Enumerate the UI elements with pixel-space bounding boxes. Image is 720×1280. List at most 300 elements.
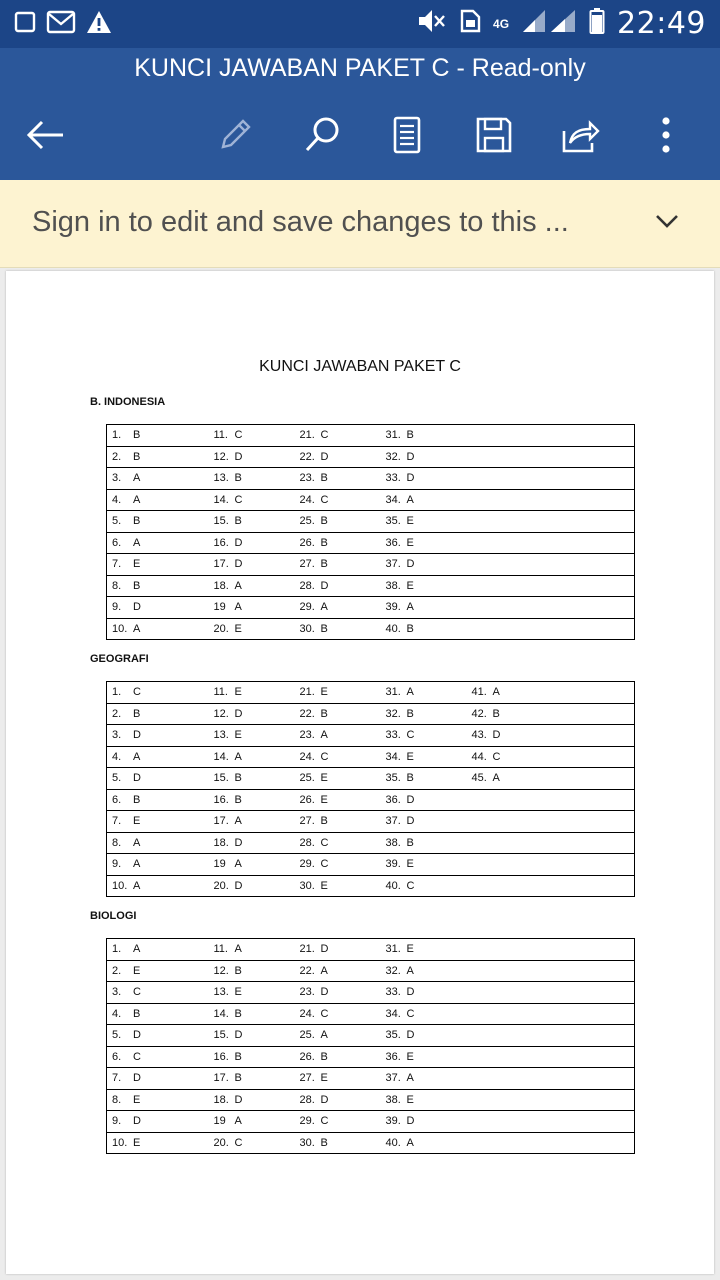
- question-number: 24.: [299, 750, 315, 763]
- answer-letter: D: [234, 558, 243, 571]
- answer-cell: [214, 789, 300, 811]
- answer-cell: [386, 554, 472, 576]
- answer-cell: [214, 1025, 300, 1047]
- answer-letter: A: [133, 836, 141, 849]
- answer-letter: E: [406, 515, 414, 528]
- question-number: 21.: [299, 686, 315, 699]
- table-row: [107, 768, 635, 790]
- answer-cell: [107, 1025, 214, 1047]
- question-number: 21.: [299, 429, 315, 442]
- reading-view-icon[interactable]: [382, 110, 432, 160]
- answer-letter: B: [133, 1007, 141, 1020]
- question-number: 4.: [112, 493, 122, 506]
- answer-letter: E: [133, 1136, 141, 1149]
- answer-letter: D: [320, 986, 329, 999]
- section-label-b-indonesia: B. INDONESIA: [90, 396, 166, 408]
- answer-cell: [214, 725, 300, 747]
- question-number: 19: [213, 1115, 226, 1128]
- table-row: [107, 425, 635, 447]
- answer-cell: [107, 446, 214, 468]
- answer-letter: D: [406, 986, 415, 999]
- answer-cell: [386, 725, 472, 747]
- answer-cell: [214, 960, 300, 982]
- question-number: 1.: [112, 686, 122, 699]
- answer-cell: [214, 1089, 300, 1111]
- answer-letter: A: [133, 858, 141, 871]
- question-number: 8.: [112, 836, 122, 849]
- answer-cell: [107, 832, 214, 854]
- answer-letter: B: [133, 429, 141, 442]
- answer-cell: [107, 982, 214, 1004]
- answer-cell: [107, 618, 214, 640]
- answer-cell: [214, 939, 300, 961]
- question-number: 33.: [385, 729, 401, 742]
- answer-cell: [472, 1111, 635, 1133]
- table-row: [107, 1089, 635, 1111]
- answer-letter: B: [320, 1136, 328, 1149]
- answer-letter: B: [320, 472, 328, 485]
- answer-letter: B: [234, 772, 242, 785]
- answer-cell: [214, 1132, 300, 1154]
- answer-letter: A: [492, 772, 500, 785]
- answer-letter: C: [320, 750, 329, 763]
- answer-letter: C: [406, 729, 415, 742]
- answer-cell: [300, 768, 386, 790]
- answer-cell: [472, 554, 635, 576]
- answer-letter: E: [133, 964, 141, 977]
- table-row: [107, 939, 635, 961]
- answer-cell: [300, 1132, 386, 1154]
- question-number: 35.: [385, 515, 401, 528]
- answer-letter: A: [133, 493, 141, 506]
- question-number: 6.: [112, 536, 122, 549]
- question-number: 43.: [471, 729, 487, 742]
- answer-cell: [107, 1046, 214, 1068]
- question-number: 2.: [112, 707, 122, 720]
- answer-cell: [107, 575, 214, 597]
- table-row: [107, 446, 635, 468]
- question-number: 8.: [112, 579, 122, 592]
- answer-cell: [300, 875, 386, 897]
- answer-cell: [214, 1003, 300, 1025]
- answer-letter: B: [320, 536, 328, 549]
- answer-cell: [214, 832, 300, 854]
- answer-letter: D: [234, 1029, 243, 1042]
- question-number: 31.: [385, 943, 401, 956]
- answer-cell: [107, 1089, 214, 1111]
- answer-letter: E: [406, 750, 414, 763]
- answer-cell: [300, 575, 386, 597]
- table-row: [107, 875, 635, 897]
- answer-cell: [386, 768, 472, 790]
- question-number: 5.: [112, 1029, 122, 1042]
- answer-cell: [107, 725, 214, 747]
- question-number: 27.: [299, 1072, 315, 1085]
- question-number: 41.: [471, 686, 487, 699]
- question-number: 23.: [299, 986, 315, 999]
- answer-cell: [300, 746, 386, 768]
- answer-letter: B: [234, 1007, 242, 1020]
- answer-cell: [214, 768, 300, 790]
- answer-cell: [472, 1089, 635, 1111]
- answer-cell: [214, 489, 300, 511]
- answer-cell: [472, 489, 635, 511]
- answer-letter: C: [234, 429, 243, 442]
- answer-letter: C: [133, 1050, 141, 1063]
- question-number: 30.: [299, 879, 315, 892]
- answer-letter: B: [406, 836, 414, 849]
- question-number: 28.: [299, 836, 315, 849]
- question-number: 23.: [299, 472, 315, 485]
- answer-letter: C: [406, 1007, 415, 1020]
- sign-in-banner[interactable]: [0, 180, 720, 268]
- question-number: 13.: [213, 986, 229, 999]
- question-number: 25.: [299, 772, 315, 785]
- answer-cell: [300, 789, 386, 811]
- question-number: 9.: [112, 601, 122, 614]
- answer-letter: A: [234, 579, 242, 592]
- question-number: 37.: [385, 558, 401, 571]
- answer-letter: B: [133, 793, 141, 806]
- answer-letter: C: [234, 493, 243, 506]
- question-number: 10.: [112, 622, 128, 635]
- answer-cell: [472, 789, 635, 811]
- answer-letter: B: [234, 793, 242, 806]
- answer-cell: [386, 446, 472, 468]
- answer-letter: D: [492, 729, 501, 742]
- back-arrow-icon[interactable]: [21, 110, 71, 160]
- answer-letter: D: [133, 1072, 141, 1085]
- question-number: 11.: [213, 429, 228, 442]
- question-number: 32.: [385, 964, 401, 977]
- answer-letter: E: [406, 1093, 414, 1106]
- question-number: 9.: [112, 1115, 122, 1128]
- answer-letter: B: [234, 1072, 242, 1085]
- answer-letter: B: [133, 579, 141, 592]
- question-number: 17.: [213, 1072, 229, 1085]
- question-number: 29.: [299, 601, 315, 614]
- question-number: 7.: [112, 815, 122, 828]
- more-vert-icon[interactable]: [641, 110, 691, 160]
- answer-letter: A: [406, 601, 414, 614]
- answer-cell: [300, 832, 386, 854]
- answer-cell: [214, 1111, 300, 1133]
- question-number: 24.: [299, 1007, 315, 1020]
- question-number: 6.: [112, 1050, 122, 1063]
- answer-cell: [107, 682, 214, 704]
- answer-cell: [472, 1068, 635, 1090]
- question-number: 21.: [299, 943, 315, 956]
- battery-icon: [589, 7, 605, 40]
- answer-cell: [472, 1003, 635, 1025]
- save-icon[interactable]: [469, 110, 519, 160]
- answer-cell: [214, 532, 300, 554]
- question-number: 3.: [112, 986, 122, 999]
- table-row: [107, 982, 635, 1004]
- answer-letter: D: [406, 815, 415, 828]
- answer-letter: D: [234, 836, 243, 849]
- question-number: 35.: [385, 1029, 401, 1042]
- question-number: 23.: [299, 729, 315, 742]
- answer-letter: C: [406, 879, 415, 892]
- sim-icon: [459, 8, 481, 39]
- answer-cell: [214, 746, 300, 768]
- answer-cell: [300, 682, 386, 704]
- answer-cell: [386, 489, 472, 511]
- answer-cell: [386, 1111, 472, 1133]
- answer-table-b-indonesia: [106, 424, 635, 640]
- answer-letter: C: [492, 750, 501, 763]
- answer-letter: B: [234, 472, 242, 485]
- answer-letter: A: [406, 493, 414, 506]
- pencil-icon[interactable]: [210, 110, 260, 160]
- answer-letter: A: [320, 729, 328, 742]
- answer-cell: [300, 468, 386, 490]
- chevron-down-icon[interactable]: [654, 212, 680, 235]
- question-number: 27.: [299, 558, 315, 571]
- answer-cell: [386, 960, 472, 982]
- answer-cell: [472, 960, 635, 982]
- table-row: [107, 703, 635, 725]
- answer-letter: E: [234, 729, 242, 742]
- answer-letter: B: [406, 429, 414, 442]
- warning-icon: [86, 10, 112, 39]
- question-number: 31.: [385, 429, 401, 442]
- answer-cell: [300, 960, 386, 982]
- answer-cell: [386, 682, 472, 704]
- question-number: 19: [213, 858, 226, 871]
- table-row: [107, 468, 635, 490]
- answer-cell: [300, 854, 386, 876]
- answer-letter: A: [406, 964, 414, 977]
- table-row: [107, 832, 635, 854]
- question-number: 33.: [385, 472, 401, 485]
- answer-cell: [472, 832, 635, 854]
- answer-cell: [214, 511, 300, 533]
- mute-icon: [417, 7, 447, 40]
- answer-letter: D: [320, 1093, 329, 1106]
- answer-letter: C: [133, 986, 141, 999]
- question-number: 39.: [385, 601, 401, 614]
- answer-letter: B: [133, 450, 141, 463]
- question-number: 18.: [213, 836, 229, 849]
- answer-letter: A: [133, 622, 141, 635]
- answer-cell: [107, 875, 214, 897]
- answer-cell: [107, 1068, 214, 1090]
- answer-cell: [300, 1111, 386, 1133]
- question-number: 14.: [213, 750, 229, 763]
- answer-cell: [472, 982, 635, 1004]
- table-row: [107, 1068, 635, 1090]
- table-row: [107, 1025, 635, 1047]
- question-number: 26.: [299, 793, 315, 806]
- clock: 22:49: [617, 6, 706, 41]
- answer-cell: [300, 489, 386, 511]
- answer-cell: [472, 939, 635, 961]
- answer-letter: C: [320, 836, 329, 849]
- answer-cell: [472, 575, 635, 597]
- question-number: 37.: [385, 815, 401, 828]
- answer-letter: A: [133, 750, 141, 763]
- answer-cell: [107, 554, 214, 576]
- question-number: 4.: [112, 750, 122, 763]
- answer-letter: B: [320, 622, 328, 635]
- answer-letter: D: [133, 729, 141, 742]
- share-icon[interactable]: [555, 110, 605, 160]
- answer-table-geografi: [106, 681, 635, 897]
- question-number: 2.: [112, 450, 122, 463]
- sign-in-message[interactable]: Sign in to edit and save changes to this ...: [32, 206, 569, 238]
- question-number: 16.: [213, 1050, 229, 1063]
- question-number: 17.: [213, 558, 229, 571]
- question-number: 1.: [112, 429, 122, 442]
- answer-cell: [300, 1068, 386, 1090]
- question-number: 36.: [385, 1050, 401, 1063]
- answer-letter: D: [234, 450, 243, 463]
- answer-cell: [107, 768, 214, 790]
- table-row: [107, 789, 635, 811]
- answer-letter: A: [320, 1029, 328, 1042]
- answer-letter: E: [133, 815, 141, 828]
- answer-cell: [386, 832, 472, 854]
- answer-cell: [472, 875, 635, 897]
- answer-cell: [214, 875, 300, 897]
- status-bar: [0, 0, 720, 48]
- question-number: 34.: [385, 1007, 401, 1020]
- answer-cell: [214, 703, 300, 725]
- answer-cell: [214, 811, 300, 833]
- question-number: 1.: [112, 943, 122, 956]
- question-number: 5.: [112, 772, 122, 785]
- question-number: 29.: [299, 1115, 315, 1128]
- answer-letter: A: [234, 858, 242, 871]
- answer-cell: [472, 532, 635, 554]
- app-bar: [0, 48, 720, 180]
- table-row: [107, 532, 635, 554]
- answer-cell: [386, 1003, 472, 1025]
- answer-letter: A: [234, 943, 242, 956]
- question-number: 36.: [385, 793, 401, 806]
- question-number: 45.: [471, 772, 487, 785]
- table-row: [107, 960, 635, 982]
- answer-table-biologi: [106, 938, 635, 1154]
- answer-letter: B: [406, 622, 414, 635]
- answer-cell: [472, 597, 635, 619]
- answer-letter: B: [406, 772, 414, 785]
- answer-cell: [107, 468, 214, 490]
- answer-letter: E: [320, 793, 328, 806]
- answer-cell: [107, 703, 214, 725]
- question-number: 15.: [213, 772, 229, 785]
- question-number: 13.: [213, 729, 229, 742]
- answer-letter: E: [320, 879, 328, 892]
- question-number: 22.: [299, 964, 315, 977]
- answer-cell: [472, 746, 635, 768]
- answer-letter: D: [234, 707, 243, 720]
- search-icon[interactable]: [297, 110, 347, 160]
- table-row: [107, 554, 635, 576]
- question-number: 2.: [112, 964, 122, 977]
- question-number: 13.: [213, 472, 229, 485]
- answer-cell: [300, 446, 386, 468]
- answer-letter: D: [406, 472, 415, 485]
- question-number: 11.: [213, 943, 228, 956]
- answer-cell: [300, 1025, 386, 1047]
- question-number: 29.: [299, 858, 315, 871]
- question-number: 31.: [385, 686, 401, 699]
- answer-cell: [300, 532, 386, 554]
- question-number: 6.: [112, 793, 122, 806]
- answer-cell: [386, 746, 472, 768]
- question-number: 44.: [471, 750, 487, 763]
- answer-letter: A: [133, 472, 141, 485]
- answer-cell: [386, 875, 472, 897]
- answer-cell: [386, 1089, 472, 1111]
- question-number: 28.: [299, 579, 315, 592]
- answer-letter: C: [234, 1136, 243, 1149]
- table-row: [107, 1003, 635, 1025]
- answer-cell: [214, 618, 300, 640]
- answer-cell: [386, 468, 472, 490]
- question-number: 34.: [385, 493, 401, 506]
- table-row: [107, 1132, 635, 1154]
- question-number: 35.: [385, 772, 401, 785]
- answer-letter: D: [234, 879, 243, 892]
- table-row: [107, 725, 635, 747]
- answer-cell: [472, 511, 635, 533]
- answer-letter: E: [234, 986, 242, 999]
- question-number: 28.: [299, 1093, 315, 1106]
- answer-cell: [386, 597, 472, 619]
- answer-letter: D: [133, 601, 141, 614]
- answer-cell: [300, 939, 386, 961]
- answer-letter: D: [133, 772, 141, 785]
- question-number: 36.: [385, 536, 401, 549]
- answer-cell: [214, 446, 300, 468]
- question-number: 12.: [213, 964, 229, 977]
- question-number: 25.: [299, 1029, 315, 1042]
- answer-cell: [472, 446, 635, 468]
- answer-letter: D: [406, 558, 415, 571]
- answer-cell: [386, 1068, 472, 1090]
- answer-cell: [386, 511, 472, 533]
- network-type: 4G: [493, 16, 510, 31]
- answer-letter: B: [320, 515, 328, 528]
- answer-letter: C: [133, 686, 141, 699]
- question-number: 16.: [213, 793, 229, 806]
- answer-letter: E: [234, 622, 242, 635]
- answer-cell: [472, 618, 635, 640]
- answer-cell: [214, 854, 300, 876]
- question-number: 20.: [213, 1136, 229, 1149]
- question-number: 40.: [385, 1136, 401, 1149]
- answer-letter: C: [320, 429, 329, 442]
- table-row: [107, 1046, 635, 1068]
- question-number: 26.: [299, 1050, 315, 1063]
- answer-letter: E: [406, 536, 414, 549]
- document-page[interactable]: [6, 271, 714, 1274]
- answer-cell: [214, 425, 300, 447]
- question-number: 17.: [213, 815, 229, 828]
- answer-cell: [300, 811, 386, 833]
- answer-letter: A: [320, 601, 328, 614]
- answer-cell: [300, 425, 386, 447]
- answer-letter: D: [406, 450, 415, 463]
- question-number: 8.: [112, 1093, 122, 1106]
- answer-letter: B: [234, 515, 242, 528]
- question-number: 37.: [385, 1072, 401, 1085]
- answer-letter: A: [406, 1136, 414, 1149]
